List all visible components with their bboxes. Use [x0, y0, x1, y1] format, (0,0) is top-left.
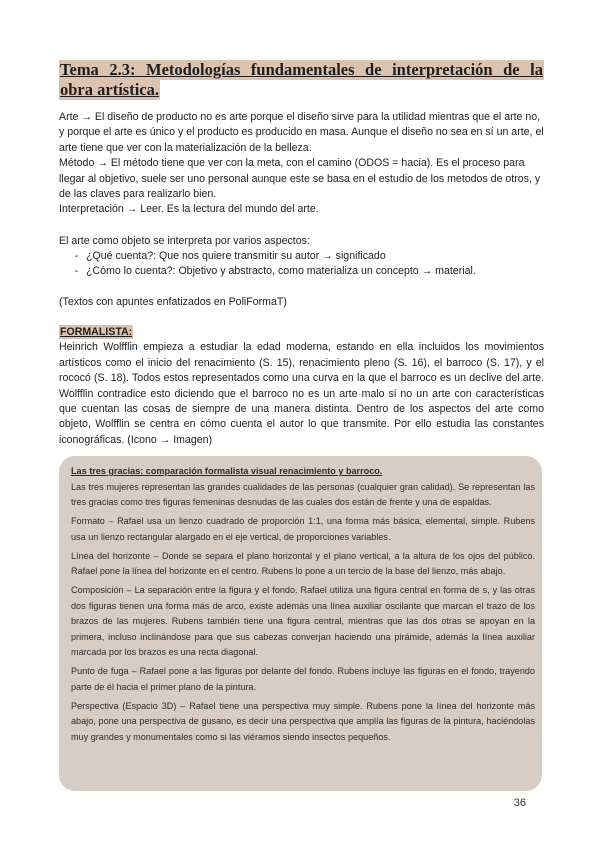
highlighted-notes-box [59, 456, 542, 791]
notes-intro: Las tres mujeres representan las grandes cualidades de las personas (cualquier gran calidad). Se representan las tres gracias como tres figuras femeninas desnudas de las cuales dos están de frente y una de espaldas. [71, 481, 535, 507]
metodo-definition: Método → El método tiene que ver con la meta, con el camino (ODOS = hacia). Es el proceso para llegar al objetivo, suele ser uno personal aunque este se basa en el estudio de los metodos de otros, y de las claves para realizarlo bien. [59, 157, 541, 201]
page-title [59, 60, 544, 100]
note-perspectiva: Perspectiva (Espacio 3D) – Rafael tiene una perspectiva muy simple. Rubens pone la línea del horizonte más abajo, pone una perspectiva de gusano, es decir una perspectiva que amplía las figuras de la pintura, haciéndolas muy grandes y monumentales como si las viéramos siendo insectos pequeños. [71, 700, 535, 742]
list-item [59, 249, 544, 264]
note-formato: Formato – Rafael usa un lienzo cuadrado de proporción 1:1, una forma más básica, elemental, simple. Rubens usa un lienzo rectangular alargado en el eje vertical, de proporciones variables. [71, 516, 535, 542]
objeto-lead: El arte como objeto se interpreta por varios aspectos: [59, 235, 310, 247]
title-line-2: obra artística. [60, 80, 159, 99]
list-item-text: ¿Qué cuenta?: Que nos quiere transmitir su autor → significado [86, 250, 386, 262]
dash-bullet: - [74, 250, 79, 262]
objeto-list [59, 249, 544, 280]
list-item [59, 264, 544, 279]
intro-section [59, 110, 544, 218]
formalista-heading: FORMALISTA: [60, 326, 133, 338]
formalista-text: Heinrich Wolfflin empieza a estudiar la edad moderna, estando en ella incluidos los movimientos artísticos como el inicio del renacimiento (S. 15), renacimiento pleno (S. 16), el barroco (S. 17), y el rococó (S. 18). Todos estos representados como una curva en la que el barroco es un declive del arte. Wolfflin contradice esto diciendo que el barroco no es un arte malo si no un arte con características que cuentan las cosas de siempre de una manera distinta. Dentro de los aspectos del arte como objeto, Wolfflin se centra en cómo cuenta el autor lo que transmite. Por ello estudia las constantes iconográficas. (Icono → Imagen) [59, 341, 544, 446]
title-line-1: Tema 2.3: Metodologías fundamentales de interpretación de la [60, 60, 543, 79]
formalista-section [59, 325, 544, 448]
note-linea-horizonte: Línea del horizonte – Donde se separa el plano horizontal y el plano vertical, a la altura de los ojos del público. Rafael pone la línea del horizonte en el centro. Rubens lo pone a un tercio de la base del lienzo, más abajo. [71, 550, 535, 576]
notes-title: Las tres gracias: comparación formalista visual renacimiento y barroco. [71, 466, 383, 476]
note-composicion: Composición – La separación entre la figura y el fondo. Rafael utiliza una figura central en forma de s, y las otras dos figuras tienen una forma más de arco, existe además una línea auxiliar oscilante que marcan el trazo de los brazos de las mujeres. Rubens también tiene una figura central, mientras que las dos otras se apoyan en la primera, incluso inclinándose para que sus cabezas converjan haciendo una pirámide, además la línea auxiliar marcada por los brazos es una recta diagonal. [71, 585, 535, 657]
arte-definition: Arte → El diseño de producto no es arte porque el diseño sirve para la utilidad mientras que el arte no, y porque el arte es único y el producto es producido en masa. Aunque el diseño no sea en sí un arte, el arte tiene que ver con la materialización de la belleza. [59, 111, 544, 154]
dash-bullet: - [74, 265, 79, 278]
list-item-text: ¿Cómo lo cuenta?: Objetivo y abstracto, como materializa un concepto → material. [86, 265, 476, 278]
page-number: 36 [513, 797, 526, 809]
interpretacion-definition: Interpretación → Leer. Es la lectura del mundo del arte. [59, 203, 319, 216]
note-punto-fuga: Punto de fuga – Rafael pone a las figuras por delante del fondo. Rubens incluye las figuras en el fondo, trayendo parte de él hacia el primer plano de la pintura. [71, 666, 535, 692]
source-note: (Textos con apuntes enfatizados en PoliFormaT) [59, 296, 287, 308]
